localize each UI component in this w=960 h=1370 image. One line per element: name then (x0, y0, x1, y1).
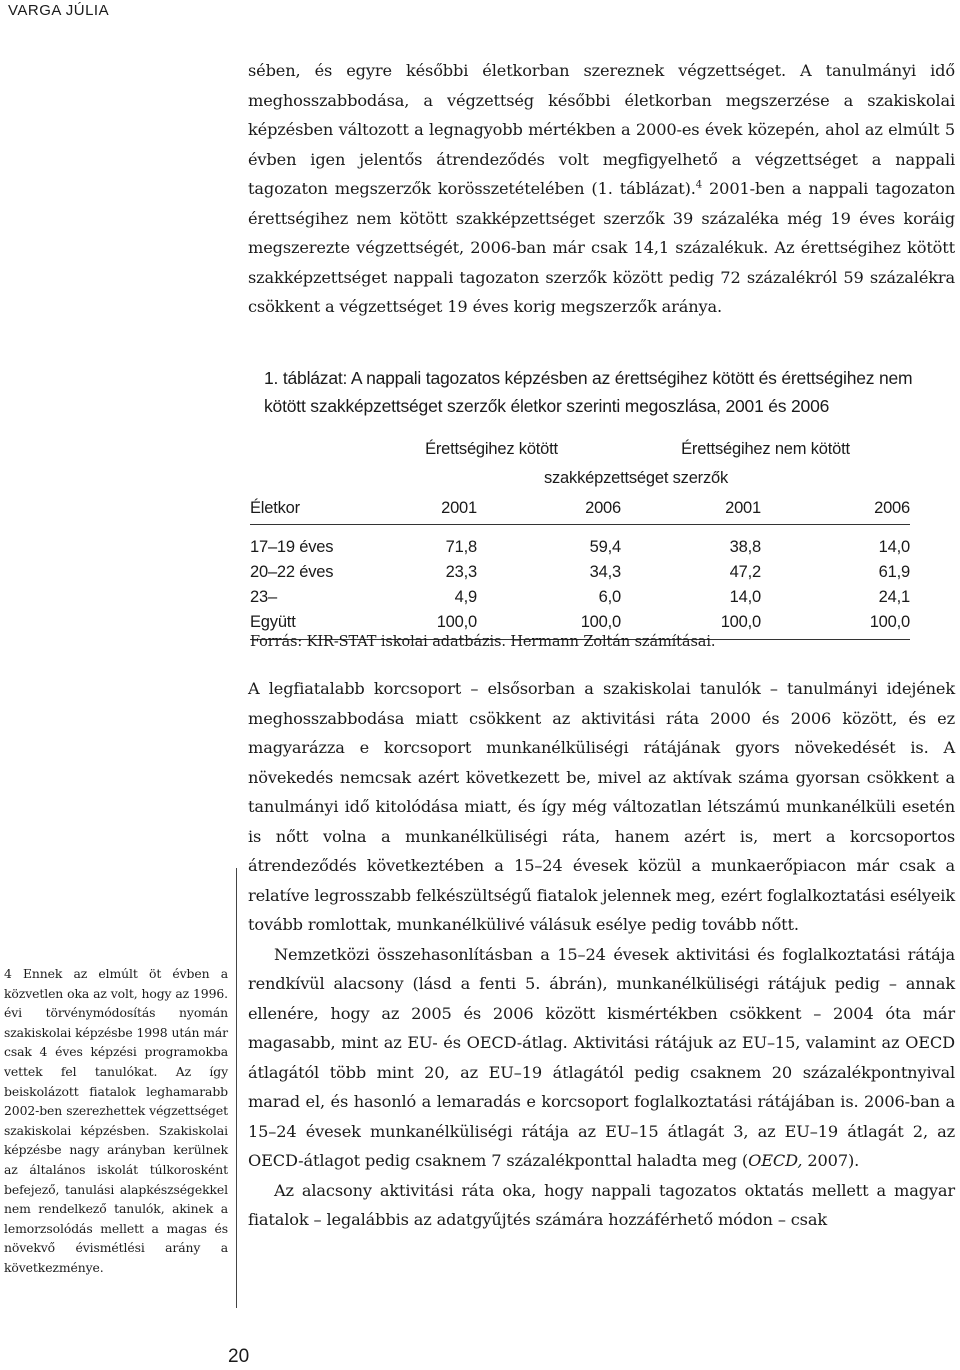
table-cell: 38,8 (729, 538, 761, 556)
table-source-note: Forrás: KIR-STAT iskolai adatbázis. Hermann Zoltán számításai. (250, 634, 716, 650)
body-text-top (248, 56, 955, 322)
footnote-4: 4 Ennek az elmúlt öt évben a közvetlen oka az volt, hogy az 1996. évi törvénymódosítás nyomán szakiskolai képzésbe 1998 után már csak 4 éves képzési programokba vettek fel tanulókat. Az így beiskolázott fiatalok leghamarabb 2002-ben szerezhettek végzettséget szakiskolai képzésben. Szakiskolai képzésbe nagy arányban kerülnek az általános iskolát túlkorosként befejező, tanulási alapkészségekkel nem rendelkező tanulók, akinek a lemorzsolódás mellett a magas és növekvő évismétlési arány a következménye. (4, 966, 228, 1275)
age-distribution-table (250, 434, 910, 640)
table-row (250, 585, 910, 610)
year-header: 2006 (585, 498, 621, 517)
footnote-divider (236, 868, 237, 1308)
row-label: 23– (250, 588, 277, 606)
table-row (250, 560, 910, 585)
group-header-common: szakképzettséget szerzők (543, 468, 729, 487)
table-cell: 100,0 (436, 613, 477, 631)
table-caption: 1. táblázat: A nappali tagozatos képzésben az érettségihez kötött és érettségihez nem kötött szakképzettséget szerzők életkor szerinti megoszlása, 2001 és 2006 (264, 368, 913, 416)
table-cell: 59,4 (589, 538, 621, 556)
table-row (250, 535, 910, 560)
table-cell: 23,3 (445, 563, 477, 581)
paragraph-1-end: 2001-ben a nappali tagozaton érettségihez nem kötött szakképzettséget szerzők 39 százaléka még 19 éves koráig megszerezte végzettségét, 2006-ban már csak 14,1 százalékuk. Az érettségihez kötött szakképzettséget nappali tagozaton szerzők között pedig 72 százalékról 59 százalékra csökkent a végzettséget 19 éves korig megszerzők aránya. (248, 179, 955, 316)
row-label: 20–22 éves (250, 563, 334, 581)
paragraph-2: A legfiatalabb korcsoport – elsősorban a szakiskolai tanulók – tanulmányi idejének meghosszabbodása miatt csökkent az aktivitási ráta 2000 és 2006 között, és ez magyarázza e korcsoport munkanélküliségi rátájának gyors növekedését is. A növekedés nemcsak azért következett be, mivel az aktívak száma gyorsan csökkent a tanulmányi idő kitolódása miatt, és így még változatlan létszámú munkanélküli esetén is nőtt volna a munkanélküliségi ráta, hanem azért is, mert a korcsoportos átrendeződés következtében a 15–24 évesek közül a munkaerőpiacon már csak a relatíve legrosszabb felkészültségű fiatalok jelennek meg, ezért foglalkoztatási esélyeik tovább romlottak, munkanélkülivé válásuk esélye pedig tovább nőtt. (248, 679, 955, 934)
row-label: Együtt (250, 613, 296, 631)
year-header: 2001 (725, 498, 761, 517)
age-column-header: Életkor (250, 498, 300, 517)
table-common-header-row (250, 464, 910, 492)
running-header-author: VARGA JÚLIA (8, 2, 110, 19)
paragraph-3-end: 2007). (802, 1151, 860, 1170)
page-number: 20 (228, 1346, 250, 1367)
group-header-with-matura: Érettségihez kötött (425, 439, 558, 458)
table-cell: 14,0 (729, 588, 761, 606)
citation: OECD, (748, 1151, 803, 1170)
row-label: 17–19 éves (250, 538, 334, 556)
table-cell: 4,9 (454, 588, 477, 606)
table-cell: 14,0 (878, 538, 910, 556)
paragraph-3-start: Nemzetközi összehasonlításban a 15–24 évesek aktivitási és foglalkoztatási rátája rendkívül alacsony (lásd a fenti 5. ábrán), munkanélküliségi rátájuk pedig – annak ellenére, hogy az 2005 és 2006 között kismértékben csökkent – 2004 óta már magasabb, mint az EU- és OECD-átlag. Aktivitási rátájuk az EU–15, valamint az OECD átlagától több mint 20, az EU–19 átlagától pedig csaknem 20 százalékpontnyival marad el, és hasonló a lemaradás e korcsoport foglalkoztatási rátájában is. 2006-ban a 15–24 évesek munkanélküliségi rátája az EU–15 átlagát 3, az EU–19 átlagát 2, az OECD-átlagot pedig csaknem 7 százalékponttal haladta meg ( (248, 944, 955, 1170)
table-cell: 61,9 (878, 563, 910, 581)
body-text-bottom (248, 674, 955, 1235)
year-header: 2001 (441, 498, 477, 517)
table-cell: 71,8 (445, 538, 477, 556)
table-group-header-row (250, 434, 910, 464)
paragraph-4: Az alacsony aktivitási ráta oka, hogy nappali tagozatos oktatás mellett a magyar fiatalok – legalábbis az adatgyűjtés számára hozzáférhető módon – csak (248, 1180, 955, 1229)
table-cell: 24,1 (878, 588, 910, 606)
table-cell: 100,0 (580, 613, 621, 631)
footnote-reference[interactable]: 4 (695, 179, 702, 191)
table-cell: 100,0 (869, 613, 910, 631)
table-cell: 100,0 (720, 613, 761, 631)
table-cell: 6,0 (598, 588, 621, 606)
group-header-without-matura: Érettségihez nem kötött (681, 439, 850, 458)
paragraph-3 (248, 940, 955, 1176)
table-year-header-row (250, 492, 910, 525)
paragraph-1 (248, 56, 955, 322)
table-cell: 47,2 (729, 563, 761, 581)
year-header: 2006 (874, 498, 910, 517)
table-cell: 34,3 (589, 563, 621, 581)
paragraph-1-start: sében, és egyre későbbi életkorban szereznek végzettséget. A tanulmányi idő meghosszabbodása, a végzettség későbbi életkorban megszerzése a szakiskolai képzésben változott a legnagyobb mértékben a 2000-es évek közepén, ahol az elmúlt 5 évben igen jelentős átrendeződés volt megfigyelhető a végzettséget a nappali tagozaton megszerzők korösszetételében (1. táblázat). (248, 61, 955, 198)
